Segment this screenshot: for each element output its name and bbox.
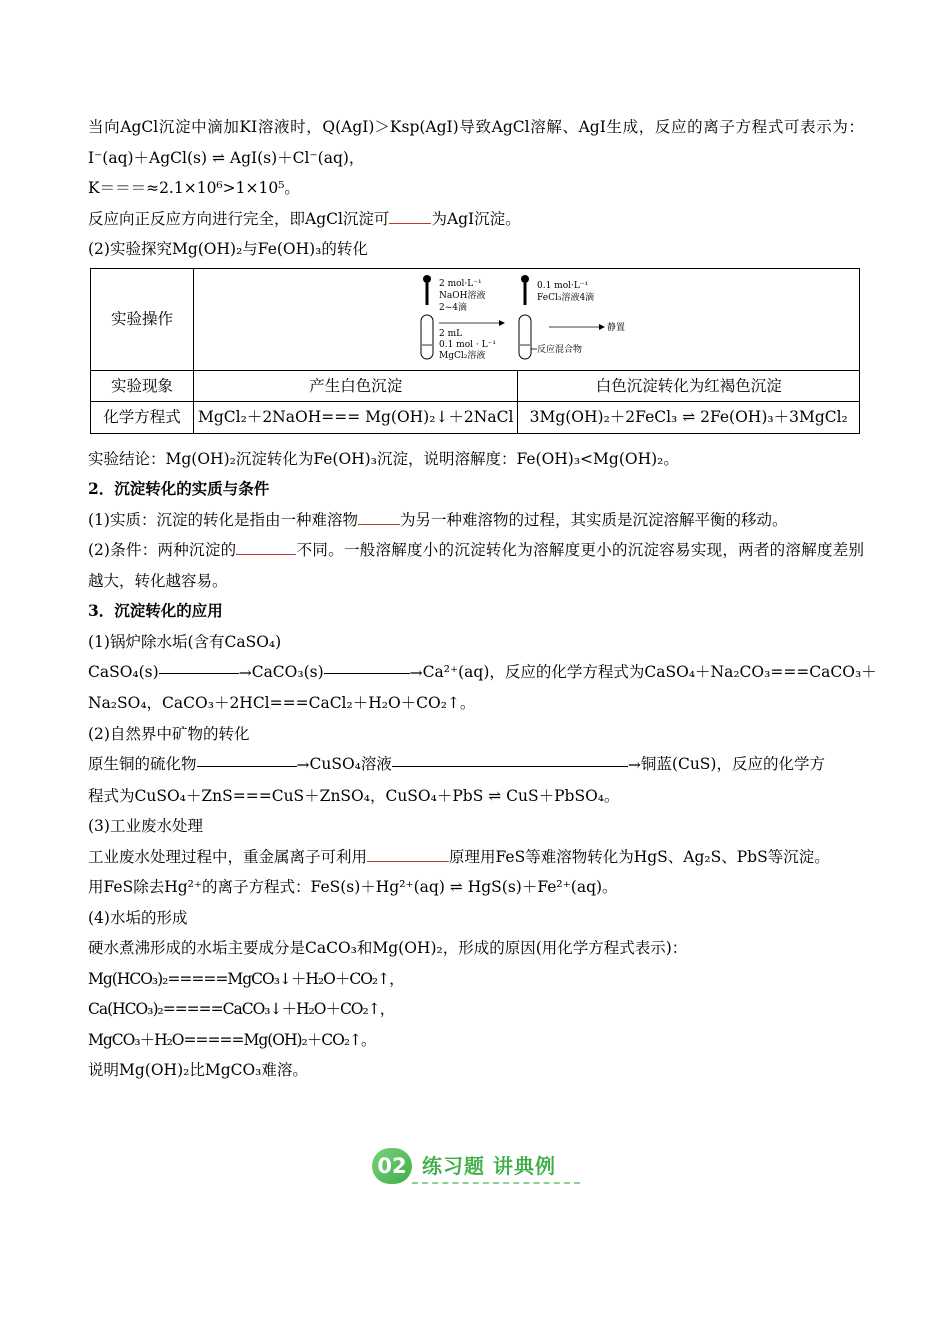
section-title: 练习题 讲典例	[422, 1154, 556, 1178]
equation-right: 3Mg(OH)₂＋2FeCl₃ ⇌ 2Fe(OH)₃＋3MgCl₂	[518, 402, 860, 434]
reaction-arrow-icon: →	[159, 658, 252, 689]
dashed-underline	[412, 1182, 580, 1184]
svg-text:反应混合物: 反应混合物	[536, 345, 582, 355]
paragraph-mineral-eq: 原生铜的硫化物 →CuSO₄溶液 →铜蓝(CuS)，反应的化学方	[88, 749, 864, 780]
test-tube-icon	[519, 315, 531, 359]
paragraph-experiment-title: (2)实验探究Mg(OH)₂与Fe(OH)₃的转化	[88, 240, 368, 258]
row-label-equation: 化学方程式	[91, 402, 194, 434]
paragraph-boiler-title: (1)锅炉除水垢(含有CaSO₄)	[88, 632, 282, 651]
dropper-bulb-icon	[521, 275, 529, 283]
svg-text:FeCl₃溶液4滴: FeCl₃溶液4滴	[536, 293, 594, 303]
heading-essence: 2．沉淀转化的实质与条件	[88, 479, 270, 498]
reaction-arrow-icon: →	[324, 658, 423, 689]
svg-text:0.1 mol · L⁻¹: 0.1 mol · L⁻¹	[438, 340, 496, 350]
paragraph-mineral-title: (2)自然界中矿物的转化	[88, 724, 250, 743]
paragraph-scale-title: (4)水垢的形成	[88, 908, 188, 927]
svg-text:静置: 静置	[606, 323, 625, 333]
phenomenon-right: 白色沉淀转化为红褐色沉淀	[518, 370, 860, 402]
fill-blank[interactable]	[358, 508, 400, 525]
svg-text:MgCl₂溶液: MgCl₂溶液	[438, 351, 485, 361]
paragraph-wastewater: 工业废水处理过程中，重金属离子可利用 原理用FeS等难溶物转化为HgS、Ag₂S、PbS等沉淀。	[88, 842, 864, 873]
paragraph-fes-eq: 用FeS除去Hg²⁺的离子方程式：FeS(s)＋Hg²⁺(aq) ⇌ HgS(s)＋Fe²⁺(aq)。	[88, 878, 618, 896]
paragraph-k-value: K＝＝＝≈2.1×10⁶>1×10⁵。	[88, 179, 300, 197]
paragraph-boiler-eq2: Na₂SO₄，CaCO₃＋2HCl===CaCl₂＋H₂O＋CO₂↑。	[88, 694, 476, 713]
equation-mg-hco3: Mg(HCO₃)₂=====MgCO₃↓＋H₂O＋CO₂↑，	[88, 969, 404, 988]
paragraph-conclusion: 实验结论：Mg(OH)₂沉淀转化为Fe(OH)₃沉淀，说明溶解度：Fe(OH)₃<Mg(OH)₂。	[88, 449, 679, 468]
paragraph-agcl: 当向AgCl沉淀中滴加KI溶液时，Q(AgI)＞Ksp(AgI)导致AgCl溶解、AgI生成，反应的离子方程式可表示为：I⁻(aq)＋AgCl(s) ⇌ AgI(s)＋Cl⁻(aq)，	[88, 118, 864, 167]
experiment-table	[90, 268, 860, 434]
fill-blank[interactable]	[389, 207, 431, 224]
equation-ca-hco3: Ca(HCO₃)₂=====CaCO₃↓＋H₂O＋CO₂↑，	[88, 1000, 395, 1018]
svg-text:NaOH溶液: NaOH溶液	[438, 291, 485, 301]
fill-blank[interactable]	[367, 845, 449, 862]
experiment-diagram	[417, 271, 637, 367]
document-body	[88, 112, 877, 1086]
reaction-arrow-icon: →	[392, 750, 641, 781]
svg-text:0.1 mol·L⁻¹: 0.1 mol·L⁻¹	[536, 281, 588, 291]
svg-text:2 mol·L⁻¹: 2 mol·L⁻¹	[438, 279, 482, 289]
paragraph-essence: (1)实质：沉淀的转化是指由一种难溶物 为另一种难溶物的过程，其实质是沉淀溶解平衡的移动。	[88, 505, 864, 536]
paragraph-condition: (2)条件：两种沉淀的 不同。一般溶解度小的沉淀转化为溶解度更小的沉淀容易实现，两者的溶解度差别越大，转化越容易。	[88, 535, 864, 596]
dropper-bulb-icon	[423, 275, 431, 283]
test-tube-icon	[421, 315, 433, 359]
section-heading	[372, 1142, 582, 1188]
paragraph-wastewater-title: (3)工业废水处理	[88, 817, 203, 835]
phenomenon-left: 产生白色沉淀	[194, 370, 518, 402]
row-label-operation: 实验操作	[91, 268, 194, 370]
section-number-badge: 02	[372, 1148, 412, 1184]
paragraph-scale: 硬水煮沸形成的水垢主要成分是CaCO₃和Mg(OH)₂，形成的原因(用化学方程式表示)：	[88, 939, 688, 957]
paragraph-mineral-eq2: 程式为CuSO₄＋ZnS===CuS＋ZnSO₄，CuSO₄＋PbS ⇌ CuS＋PbSO₄。	[88, 786, 620, 805]
paragraph-complete: 反应向正反应方向进行完全，即AgCl沉淀可 为AgI沉淀。	[88, 204, 864, 235]
paragraph-scale-conclusion: 说明Mg(OH)₂比MgCO₃难溶。	[88, 1061, 308, 1079]
paragraph-boiler-eq: CaSO₄(s) →CaCO₃(s) →Ca²⁺(aq)，反应的化学方程式为CaSO₄＋Na₂CO₃===CaCO₃＋	[88, 657, 864, 688]
fill-blank[interactable]	[236, 538, 296, 555]
reaction-arrow-icon: →	[197, 750, 310, 781]
svg-text:2~4滴: 2~4滴	[438, 303, 467, 313]
heading-application: 3．沉淀转化的应用	[88, 601, 223, 620]
svg-text:2 mL: 2 mL	[438, 329, 462, 339]
experiment-diagram-cell	[194, 268, 860, 370]
equation-mgco3: MgCO₃＋H₂O=====Mg(OH)₂＋CO₂↑。	[88, 1030, 376, 1049]
row-label-phenomenon: 实验现象	[91, 370, 194, 402]
equation-left: MgCl₂＋2NaOH=== Mg(OH)₂↓＋2NaCl	[194, 402, 518, 434]
